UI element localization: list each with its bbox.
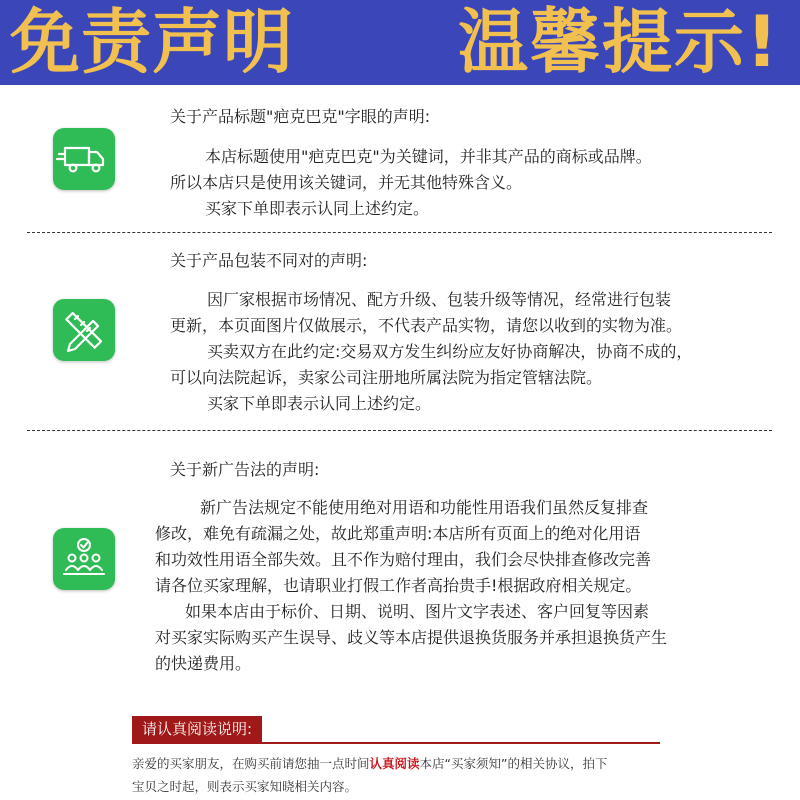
paragraph-line: 本店标题使用"疤克巴克"为关键词，并非其产品的商标或品牌。 (205, 147, 652, 166)
notice-line-2: 宝贝之时起，则表示买家知晓相关内容。 (132, 779, 358, 794)
paragraph-line: 买家下单即表示认同上述约定。 (207, 394, 432, 413)
paragraph-line: 新广告法规定不能使用绝对用语和功能性用语我们虽然反复排查 (200, 498, 649, 517)
banner-title-reminder: 温馨提示! (458, 1, 780, 83)
paragraph-line: 买家下单即表示认同上述约定。 (205, 199, 430, 218)
notice-line-1 (132, 752, 607, 775)
meeting-group-icon (53, 528, 115, 590)
section-divider (27, 232, 772, 233)
paragraph-line: 的快递费用。 (155, 654, 252, 673)
header-banner (0, 0, 800, 85)
notice-text: 本店“买家须知”的相关协议，拍下 (419, 756, 608, 771)
paragraph-line: 因厂家根据市场情况、配方升级、包装升级等情况，经常进行包装 (207, 290, 672, 309)
section-title-brand: 关于产品标题"疤克巴克"字眼的声明: (170, 107, 431, 126)
paragraph-line: 和功效性用语全部失效。且不作为赔付理由，我们会尽快排查修改完善 (155, 550, 652, 569)
paragraph-line: 更新，本页面图片仅做展示，不代表产品实物，请您以收到的实物为准。 (170, 316, 683, 335)
ruler-pencil-icon (53, 299, 115, 361)
paragraph-line: 修改，难免有疏漏之处，故此郑重声明:本店所有页面上的绝对化用语 (155, 524, 641, 543)
banner-title-disclaimer: 免责声明 (10, 1, 294, 83)
paragraph-line: 对买家实际购买产生误导、歧义等本店提供退换货服务并承担退换货产生 (155, 628, 668, 647)
delivery-truck-icon (53, 128, 115, 190)
section-divider (27, 430, 772, 431)
paragraph-line: 请各位买家理解，也请职业打假工作者高抬贵手!根据政府相关规定。 (155, 576, 642, 595)
section-title-advertising-law: 关于新广告法的声明: (170, 460, 320, 479)
notice-text: 亲爱的买家朋友，在购买前请您抽一点时间 (132, 756, 370, 771)
notice-underline (132, 742, 660, 744)
paragraph-line: 可以向法院起诉，卖家公司注册地所属法院为指定管辖法院。 (170, 368, 603, 387)
notice-highlight: 认真阅读 (369, 756, 420, 771)
paragraph-line: 如果本店由于标价、日期、说明、图片文字表述、客户回复等因素 (185, 602, 650, 621)
section-title-packaging: 关于产品包装不同对的声明: (170, 251, 368, 270)
paragraph-line: 所以本店只是使用该关键词，并无其他特殊含义。 (170, 173, 523, 192)
paragraph-line: 买卖双方在此约定:交易双方发生纠纷应友好协商解决，协商不成的， (207, 342, 693, 361)
notice-label: 请认真阅读说明: (132, 716, 262, 742)
